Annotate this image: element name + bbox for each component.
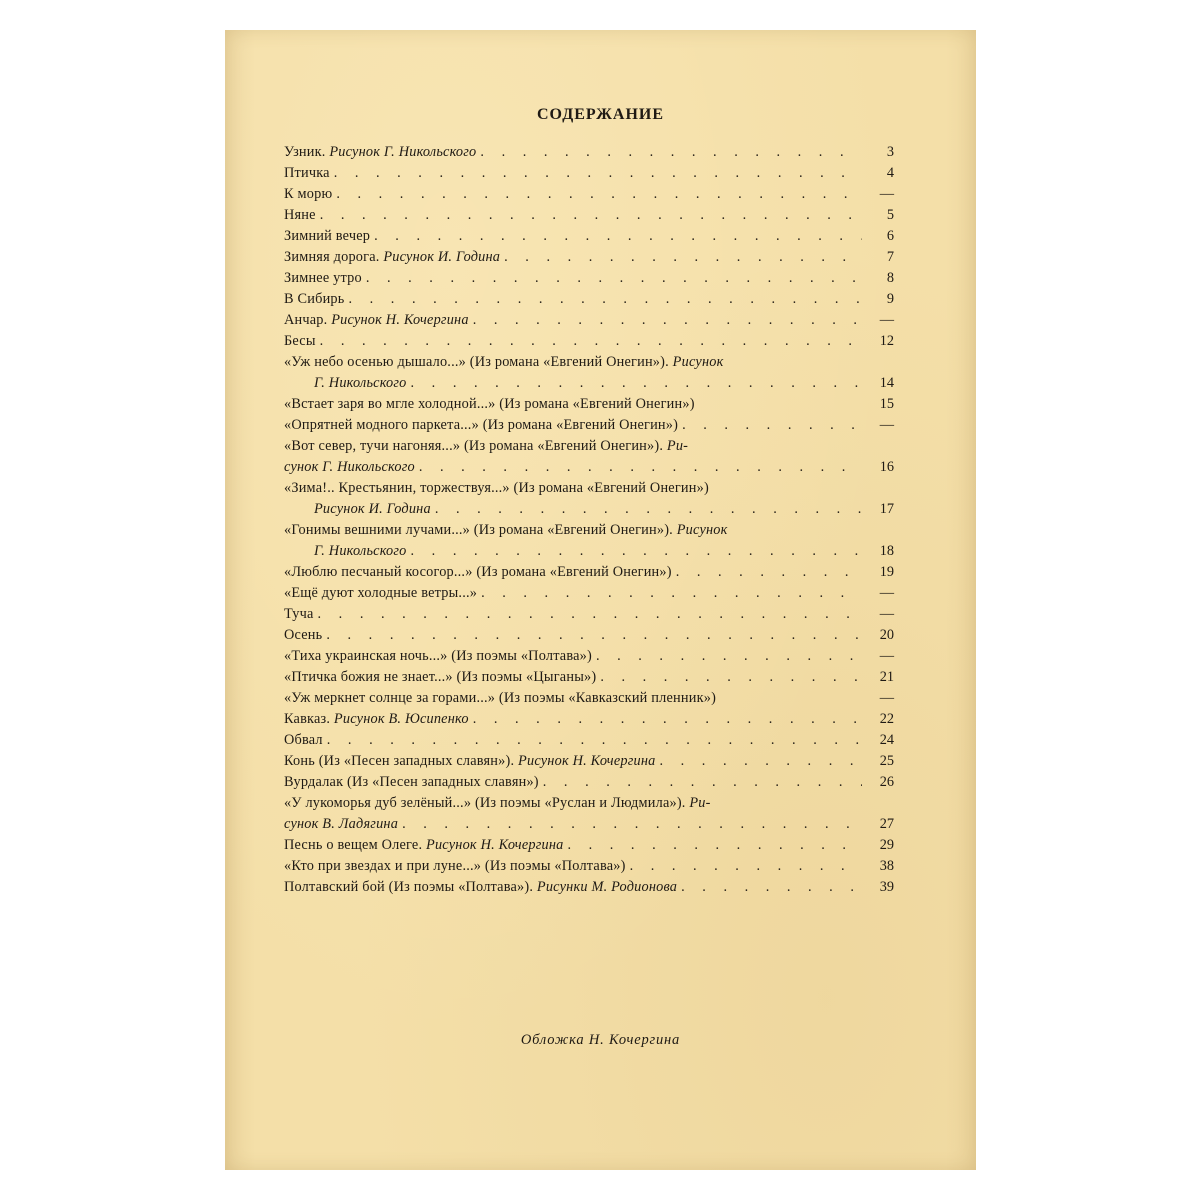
illustrator-credit: Рисунок — [672, 354, 724, 370]
page-number: 27 — [879, 816, 894, 832]
toc-entry-line — [284, 415, 894, 436]
page-number: 7 — [886, 249, 894, 265]
page-number: 5 — [886, 207, 894, 223]
toc-entry — [284, 394, 894, 415]
toc-entry — [284, 793, 894, 835]
toc-entry — [284, 436, 894, 478]
toc-entry — [284, 478, 894, 520]
toc-entry — [284, 163, 894, 184]
dot-leader — [676, 562, 862, 583]
toc-entry — [284, 646, 894, 667]
toc-entry — [284, 310, 894, 331]
toc-entry-text — [284, 625, 322, 646]
toc-entry-text — [284, 751, 656, 772]
entry-title: «Гонимы вешними лучами...» (Из романа «Евгений Онегин»). — [284, 522, 677, 538]
toc-entry-line — [284, 478, 894, 499]
toc-entry-text — [284, 730, 323, 751]
dot-leader — [600, 667, 862, 688]
toc-entry-line — [284, 499, 894, 520]
toc-entry-line — [284, 205, 894, 226]
illustrator-credit: Рисунок И. Година — [383, 249, 501, 265]
page-number: 6 — [886, 228, 894, 244]
toc-entry — [284, 226, 894, 247]
toc-entry — [284, 751, 894, 772]
toc-entry-text — [284, 352, 723, 373]
book-page — [225, 30, 976, 1170]
illustrator-credit: Рисунок Н. Кочергина — [426, 837, 564, 853]
dot-leader — [681, 877, 862, 898]
page-number: 39 — [879, 879, 894, 895]
toc-entry-text — [314, 541, 407, 562]
dot-leader — [480, 142, 862, 163]
toc-entry-line — [284, 772, 894, 793]
toc-entry-text — [284, 289, 345, 310]
dot-leader — [473, 310, 862, 331]
page-number: — — [879, 606, 894, 622]
toc-entry-line — [284, 793, 894, 814]
toc-entry-text — [284, 688, 716, 709]
toc-entry-line — [284, 835, 894, 856]
illustrator-credit: Рисунок И. Година — [314, 501, 431, 517]
toc-entry-line — [284, 667, 894, 688]
dot-leader — [318, 604, 862, 625]
toc-entry-line — [284, 625, 894, 646]
illustrator-credit: Ри- — [689, 795, 711, 811]
toc-entry-text — [284, 562, 672, 583]
toc-entry — [284, 856, 894, 877]
toc-entry-line — [284, 583, 894, 604]
toc-entry-line — [284, 520, 894, 541]
toc-entry-text — [284, 331, 316, 352]
dot-leader — [419, 457, 862, 478]
dot-leader — [374, 226, 862, 247]
entry-title: Няне — [284, 207, 316, 223]
toc-entry-line — [284, 751, 894, 772]
entry-title: Кавказ. — [284, 711, 334, 727]
toc-entry-line — [284, 163, 894, 184]
toc-entry-line — [284, 709, 894, 730]
toc-entry-line — [284, 814, 894, 835]
entry-title: «Уж небо осенью дышало...» (Из романа «Евгений Онегин»). — [284, 354, 673, 370]
entry-title: «Птичка божия не знает...» (Из поэмы «Цыганы») — [284, 669, 597, 685]
dot-leader — [411, 541, 862, 562]
toc-entry — [284, 352, 894, 394]
toc-entry — [284, 562, 894, 583]
dot-leader — [411, 373, 862, 394]
toc-entry-line — [284, 457, 894, 478]
dot-leader — [334, 163, 862, 184]
dot-leader — [435, 499, 862, 520]
page-number: — — [879, 585, 894, 601]
entry-title: «Зима!.. Крестьянин, торжествуя...» (Из романа «Евгений Онегин») — [284, 480, 709, 496]
page-number: 21 — [879, 669, 894, 685]
illustrator-credit: Рисунок Н. Кочергина — [331, 312, 469, 328]
toc-entry — [284, 583, 894, 604]
entry-title: Анчар. — [284, 312, 332, 328]
toc-entry-line — [284, 541, 894, 562]
page-number: 38 — [879, 858, 894, 874]
entry-title: «Вот север, тучи нагоняя...» (Из романа «Евгений Онегин»). — [284, 438, 667, 454]
page-number: — — [879, 417, 894, 433]
toc-entry-line — [284, 877, 894, 898]
toc-entry-text — [284, 142, 476, 163]
illustrator-credit: Рисунок В. Юсипенко — [333, 711, 469, 727]
toc-entry — [284, 730, 894, 751]
page-number: 4 — [886, 165, 894, 181]
toc-entry-line — [284, 856, 894, 877]
toc-entry-text — [284, 604, 314, 625]
toc-entry — [284, 709, 894, 730]
toc-entry-text — [284, 478, 709, 499]
dot-leader — [326, 625, 862, 646]
toc-entry — [284, 835, 894, 856]
entry-title: «Кто при звездах и при луне...» (Из поэмы «Полтава») — [284, 858, 626, 874]
illustrator-credit: Рисунок — [676, 522, 728, 538]
toc-entry-line — [284, 268, 894, 289]
illustrator-credit: сунок В. Ладягина — [284, 816, 399, 832]
entry-title: Осень — [284, 627, 323, 643]
toc-entry — [284, 877, 894, 898]
toc-entry-line — [284, 604, 894, 625]
toc-entry-line — [284, 310, 894, 331]
toc-entry-line — [284, 562, 894, 583]
toc-entry-line — [284, 373, 894, 394]
page-number: 9 — [886, 291, 894, 307]
toc-entry-line — [284, 142, 894, 163]
toc-entry-text — [284, 793, 711, 814]
toc-entry-text — [284, 814, 398, 835]
illustrator-credit: Г. Никольского — [314, 375, 407, 391]
dot-leader — [567, 835, 862, 856]
dot-leader — [543, 772, 862, 793]
page-number: 12 — [879, 333, 894, 349]
page-number: 18 — [879, 543, 894, 559]
toc-entry-line — [284, 688, 894, 709]
toc-entry-text — [284, 709, 469, 730]
dot-leader — [320, 205, 862, 226]
toc-entry-text — [284, 184, 332, 205]
page-number: 25 — [879, 753, 894, 769]
toc-entry-line — [284, 226, 894, 247]
page-number: 19 — [879, 564, 894, 580]
toc-entry-text — [314, 373, 407, 394]
entry-title: В Сибирь — [284, 291, 345, 307]
page-number: 15 — [879, 396, 894, 412]
table-of-contents — [284, 142, 894, 898]
toc-entry — [284, 331, 894, 352]
toc-entry-text — [284, 877, 677, 898]
entry-title: Бесы — [284, 333, 316, 349]
toc-entry-text — [284, 667, 596, 688]
toc-entry-line — [284, 394, 894, 415]
page-number: 24 — [879, 732, 894, 748]
toc-entry-line — [284, 289, 894, 310]
entry-title: Зимняя дорога. — [284, 249, 384, 265]
toc-entry-text — [284, 226, 370, 247]
dot-leader — [402, 814, 862, 835]
toc-entry — [284, 268, 894, 289]
toc-entry — [284, 415, 894, 436]
entry-title: «Люблю песчаный косогор...» (Из романа «Евгений Онегин») — [284, 564, 672, 580]
page-number: 14 — [879, 375, 894, 391]
toc-entry — [284, 289, 894, 310]
page-number: 16 — [879, 459, 894, 475]
page-number: 8 — [886, 270, 894, 286]
entry-title: «У лукоморья дуб зелёный...» (Из поэмы «Руслан и Людмила»). — [284, 795, 690, 811]
illustrator-credit: Рисунок Н. Кочергина — [518, 753, 656, 769]
illustrator-credit: сунок Г. Никольского — [284, 459, 415, 475]
toc-entry — [284, 142, 894, 163]
page-number: 20 — [879, 627, 894, 643]
page-number: 17 — [879, 501, 894, 517]
entry-title: К морю — [284, 186, 333, 202]
entry-title: Конь (Из «Песен западных славян»). — [284, 753, 519, 769]
toc-entry-text — [284, 163, 330, 184]
toc-entry — [284, 247, 894, 268]
dot-leader — [320, 331, 862, 352]
dot-leader — [596, 646, 862, 667]
toc-entry-text — [284, 583, 477, 604]
illustrator-credit: Ри- — [666, 438, 689, 454]
toc-entry-text — [284, 310, 469, 331]
entry-title: Зимнее утро — [284, 270, 362, 286]
dot-leader — [660, 751, 863, 772]
toc-entry — [284, 625, 894, 646]
entry-title: Обвал — [284, 732, 323, 748]
cover-credit: Обложка Н. Кочергина — [520, 1032, 681, 1048]
entry-title: «Уж меркнет солнце за горами...» (Из поэмы «Кавказский пленник») — [284, 690, 717, 706]
toc-entry-text — [284, 247, 500, 268]
dot-leader — [336, 184, 862, 205]
page-number: — — [879, 690, 894, 706]
toc-entry-text — [284, 856, 626, 877]
entry-title: Песнь о вещем Олеге. — [284, 837, 427, 853]
toc-entry-line — [284, 646, 894, 667]
toc-entry-line — [284, 184, 894, 205]
toc-entry-line — [284, 730, 894, 751]
toc-entry — [284, 667, 894, 688]
toc-entry — [284, 520, 894, 562]
page-title: СОДЕРЖАНИЕ — [536, 106, 665, 123]
toc-entry-line — [284, 352, 894, 373]
toc-entry-text — [284, 268, 362, 289]
dot-leader — [473, 709, 862, 730]
entry-title: «Опрятней модного паркета...» (Из романа «Евгений Онегин») — [284, 417, 679, 433]
toc-entry-line — [284, 331, 894, 352]
entry-title: Птичка — [284, 165, 330, 181]
toc-entry — [284, 205, 894, 226]
toc-entry-line — [284, 436, 894, 457]
toc-entry-text — [284, 772, 539, 793]
dot-leader — [481, 583, 862, 604]
page-number: 3 — [886, 144, 894, 160]
dot-leader — [366, 268, 862, 289]
toc-entry-text — [284, 646, 592, 667]
illustrator-credit: Г. Никольского — [314, 543, 407, 559]
toc-entry-text — [284, 835, 563, 856]
page-number: — — [879, 648, 894, 664]
toc-entry-text — [284, 520, 728, 541]
toc-entry — [284, 688, 894, 709]
toc-entry-text — [284, 415, 678, 436]
page-number: 29 — [879, 837, 894, 853]
entry-title: Узник. — [284, 144, 330, 160]
entry-title: Полтавский бой (Из поэмы «Полтава»). — [284, 879, 537, 895]
entry-title: «Тиха украинская ночь...» (Из поэмы «Полтава») — [284, 648, 592, 664]
illustrator-credit: Рисунки М. Родионова — [536, 879, 678, 895]
toc-entry-text — [284, 457, 415, 478]
page-number: 22 — [879, 711, 894, 727]
dot-leader — [327, 730, 862, 751]
entry-title: «Встает заря во мгле холодной...» (Из романа «Евгений Онегин») — [284, 396, 695, 412]
toc-entry — [284, 772, 894, 793]
entry-title: «Ещё дуют холодные ветры...» — [284, 585, 478, 601]
toc-entry-text — [314, 499, 431, 520]
dot-leader — [349, 289, 863, 310]
toc-entry-text — [284, 205, 316, 226]
dot-leader — [504, 247, 862, 268]
entry-title: Зимний вечер — [284, 228, 371, 244]
toc-entry-text — [284, 436, 688, 457]
entry-title: Туча — [284, 606, 314, 622]
page-number: 26 — [879, 774, 894, 790]
page-number: — — [879, 186, 894, 202]
toc-entry-text — [284, 394, 695, 415]
toc-entry — [284, 604, 894, 625]
illustrator-credit: Рисунок Г. Никольского — [329, 144, 477, 160]
dot-leader — [630, 856, 862, 877]
entry-title: Вурдалак (Из «Песен западных славян») — [284, 774, 539, 790]
page-number: — — [879, 312, 894, 328]
toc-entry — [284, 184, 894, 205]
dot-leader — [682, 415, 862, 436]
toc-entry-line — [284, 247, 894, 268]
